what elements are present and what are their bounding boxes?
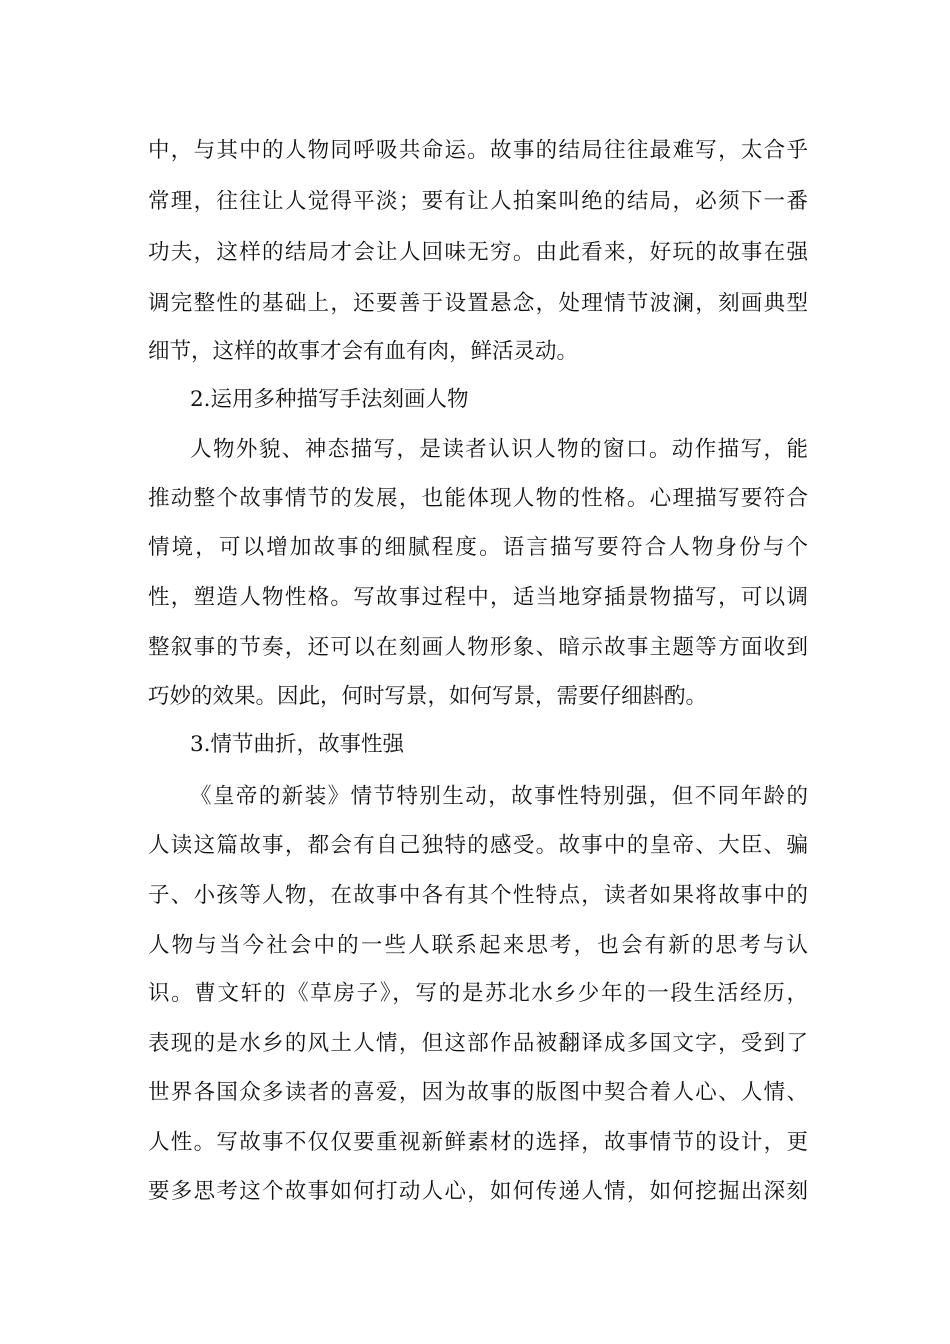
paragraph-line: 常理，往往让人觉得平淡；要有让人拍案叫绝的结局，必须下一番 [148, 189, 808, 214]
paragraph-line: 要多思考这个故事如何打动人心，如何传递人情，如何挖掘出深刻 [148, 1179, 808, 1204]
paragraph-line: 人性。写故事不仅仅要重视新鲜素材的选择，故事情节的设计，更 [148, 1130, 808, 1155]
paragraph-line: 调完整性的基础上，还要善于设置悬念，处理情节波澜，刻画典型 [148, 291, 808, 316]
paragraph-line: 中，与其中的人物同呼吸共命运。故事的结局往往最难写，太合乎 [148, 138, 808, 163]
paragraph-line: 人物与当今社会中的一些人联系起来思考，也会有新的思考与认 [148, 933, 808, 958]
paragraph-line: 《皇帝的新装》情节特别生动，故事性特别强，但不同年龄的 [190, 784, 808, 809]
paragraph-line: 性，塑造人物性格。写故事过程中，适当地穿插景物描写，可以调 [148, 585, 808, 610]
paragraph-line: 人物外貌、神态描写，是读者认识人物的窗口。动作描写，能 [190, 437, 808, 462]
paragraph-line: 世界各国众多读者的喜爱，因为故事的版图中契合着人心、人情、 [148, 1080, 808, 1105]
paragraph-line: 细节，这样的故事才会有血有肉，鲜活灵动。 [148, 339, 579, 364]
paragraph-line: 人读这篇故事，都会有自己独特的感受。故事中的皇帝、大臣、骗 [148, 833, 808, 858]
section-heading: 2.运用多种描写手法刻画人物 [190, 387, 469, 412]
paragraph-line: 情境，可以增加故事的细腻程度。语言描写要符合人物身份与个 [148, 535, 808, 560]
paragraph-line: 推动整个故事情节的发展，也能体现人物的性格。心理描写要符合 [148, 486, 808, 511]
paragraph-line: 识。曹文轩的《草房子》，写的是苏北水乡少年的一段生活经历， [148, 981, 808, 1006]
section-heading: 3.情节曲折，故事性强 [190, 732, 405, 757]
paragraph-line: 子、小孩等人物，在故事中各有其个性特点，读者如果将故事中的 [148, 883, 808, 908]
paragraph-line: 巧妙的效果。因此，何时写景，如何写景，需要仔细斟酌。 [148, 684, 708, 709]
paragraph-line: 表现的是水乡的风土人情，但这部作品被翻译成多国文字，受到了 [148, 1031, 808, 1056]
paragraph-line: 整叙事的节奏，还可以在刻画人物形象、暗示故事主题等方面收到 [148, 635, 808, 660]
paragraph-line: 功夫，这样的结局才会让人回味无穷。由此看来，好玩的故事在强 [148, 240, 808, 265]
